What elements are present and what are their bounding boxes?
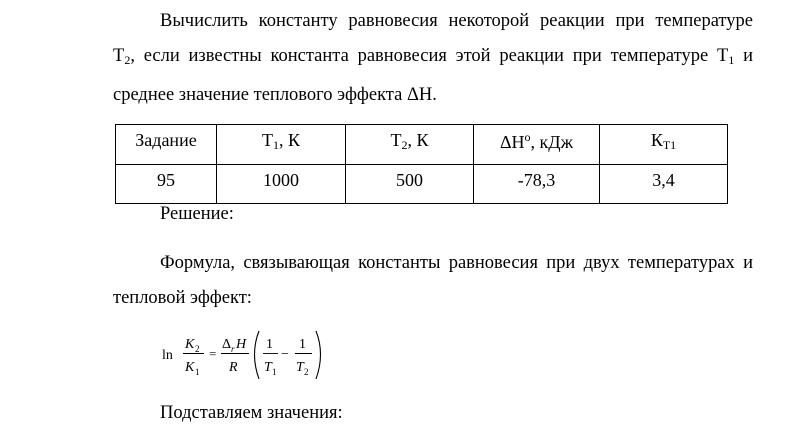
formula-one-b: 1 xyxy=(299,337,306,352)
header-dh-sup: о xyxy=(524,130,531,144)
problem-line-2-part-a: Т xyxy=(113,46,125,66)
header-cell-t2 xyxy=(346,125,474,165)
value-cell-delta-h: -78,3 xyxy=(474,165,600,204)
header-t1-main: Т xyxy=(261,130,273,150)
header-dh-tail: , кДж xyxy=(530,132,574,152)
vant-hoff-formula xyxy=(160,327,330,383)
header-cell-task xyxy=(116,125,217,165)
formula-r: R xyxy=(229,360,238,375)
formula-svg xyxy=(160,327,330,383)
formula-delta-sub: r xyxy=(231,344,235,354)
header-task-text: Задание xyxy=(135,130,197,150)
formula-equals: = xyxy=(209,346,217,361)
header-t1-sub: 1 xyxy=(272,138,279,152)
value-cell-t2: 500 xyxy=(346,165,474,204)
formula-right-paren xyxy=(316,331,321,379)
formula-t2: T xyxy=(296,360,304,375)
substitute-label: Подставляем значения: xyxy=(160,403,343,423)
formula-k2: K xyxy=(185,337,195,352)
data-table xyxy=(115,124,728,204)
header-t2-sub: 2 xyxy=(401,138,408,152)
formula-delta: Δ xyxy=(222,337,232,352)
problem-line-2-part-c: и xyxy=(734,46,753,66)
value-cell-k-t1: 3,4 xyxy=(600,165,728,204)
header-cell-k-t1 xyxy=(600,125,728,165)
formula-intro-line-1 xyxy=(113,246,753,281)
header-t2-main: Т xyxy=(390,130,402,150)
header-t2-tail: , К xyxy=(407,130,429,150)
formula-intro-line-1-text: Формула, связывающая константы равновесия при двух температурах и xyxy=(160,253,753,273)
formula-ln: ln xyxy=(162,348,173,363)
t2-subscript: 2 xyxy=(124,53,131,67)
problem-line-1-text: Вычислить константу равновесия некоторой реакции при температуре xyxy=(160,11,753,31)
problem-line-2 xyxy=(113,39,753,78)
header-cell-delta-h xyxy=(474,125,600,165)
formula-intro xyxy=(113,246,753,316)
header-k-main: К xyxy=(650,130,663,150)
formula-left-paren xyxy=(255,331,260,379)
solution-label: Решение: xyxy=(160,204,234,224)
formula-one-a: 1 xyxy=(266,337,273,352)
header-cell-t1 xyxy=(217,125,346,165)
problem-line-1 xyxy=(113,4,753,39)
formula-k2-sub: 2 xyxy=(195,344,200,354)
formula-t2-sub: 2 xyxy=(304,367,309,377)
value-cell-task: 95 xyxy=(116,165,217,204)
problem-statement xyxy=(113,4,753,113)
formula-k1-sub: 1 xyxy=(195,367,200,377)
formula-minus: − xyxy=(281,347,289,362)
table-row xyxy=(116,165,728,204)
header-dh-main: ΔН xyxy=(499,132,525,152)
formula-intro-line-2: тепловой эффект: xyxy=(113,288,252,308)
formula-k1: K xyxy=(185,360,195,375)
problem-line-3: среднее значение теплового эффекта ΔН. xyxy=(113,85,437,105)
value-cell-t1: 1000 xyxy=(217,165,346,204)
table-header-row xyxy=(116,125,728,165)
header-k-sub: Т1 xyxy=(662,138,677,152)
t1-subscript: 1 xyxy=(728,53,735,67)
formula-h: H xyxy=(236,337,247,352)
formula-t1: T xyxy=(264,360,272,375)
header-t1-tail: , К xyxy=(278,130,300,150)
problem-line-2-part-b: , если известны константа равновесия этой реакции при температуре Т xyxy=(130,46,729,66)
formula-t1-sub: 1 xyxy=(272,367,277,377)
